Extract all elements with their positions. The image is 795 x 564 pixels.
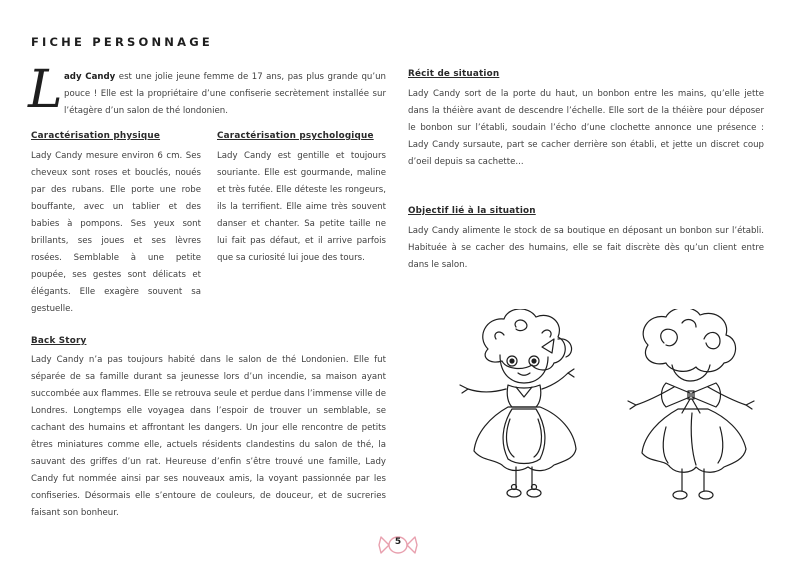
character-name: ady Candy [64, 72, 116, 82]
intro-paragraph [64, 69, 386, 120]
recit-text: Lady Candy sort de la porte du haut, un bonbon entre les mains, qu’elle jette dans la théière avant de descendre l’échelle. Elle sort de la théière pour déposer le bonbon sur l’établi, soudain l’écho d’une clochette annonce une présence : Lady Candy sursaute, part se cacher derrière son établi, et jette un discret coup d’oeil depuis sa cachette... [408, 89, 764, 167]
page-title: FICHE PERSONNAGE [31, 35, 213, 49]
objectif-heading: Objectif lié à la situation [408, 206, 536, 216]
page-number: 5 [394, 537, 402, 547]
intro-text: est une jolie jeune femme de 17 ans, pas plus grande qu’un pouce ! Elle est la propriétaire d’une confiserie secrètement installée sur l’étagère d’un salon de thé londonien. [64, 72, 386, 116]
backstory-heading: Back Story [31, 336, 87, 346]
psychologique-heading: Caractérisation psychologique [217, 131, 374, 141]
physique-heading: Caractérisation physique [31, 131, 161, 141]
character-front-view [460, 309, 576, 497]
character-back-view [628, 309, 754, 499]
intro-dropcap: L [28, 60, 63, 120]
psychologique-text: Lady Candy est gentille et toujours souriante. Elle est gourmande, maline et très futée. Elle déteste les rongeurs, ils la terrifient. Elle aime très souvent danser et chanter. Sa petite taille ne lui fait pas défaut, et il arrive parfois que sa curiosité lui joue des tours. [217, 151, 386, 263]
character-sketch-illustration [446, 309, 776, 509]
physique-text: Lady Candy mesure environ 6 cm. Ses cheveux sont roses et bouclés, noués par des rubans. Elle porte une robe bouffante, avec un tablier et des babies à pompons. Ses yeux sont brillants, ses joues et ses lèvres rosées. Semblable à une petite poupée, ses gestes sont délicats et élégants. Elle exagère souvent sa gestuelle. [31, 151, 201, 314]
recit-heading: Récit de situation [408, 69, 500, 79]
objectif-text: Lady Candy alimente le stock de sa boutique en déposant un bonbon sur l’établi. Habituée à se cacher des humains, elle se fait discrète dès qu’un client entre dans le salon. [408, 226, 764, 270]
backstory-text: Lady Candy n’a pas toujours habité dans le salon de thé Londonien. Elle fut séparée de sa famille durant sa jeunesse lors d’un incendie, sa maison ayant succombée aux flammes. Elle se retrouva seule et perdue dans l’immense ville de Londres. Longtemps elle voyagea dans l’espoir de trouver un semblable, se cachant des humains et affrontant les dangers. Un jour elle rencontre de petits êtres miniatures comme elle, actuels résidents clandestins du salon de thé, la sauvant des griffes d’un rat. Heureuse d’enfin s’être trouvé une famille, Lady Candy fut nommée ainsi par ses nouveaux amis, la voyant passionnée par les confiseries. Désormais elle s’entoure de couleurs, de douceur, et de sucreries faisant son bonheur. [31, 355, 386, 518]
